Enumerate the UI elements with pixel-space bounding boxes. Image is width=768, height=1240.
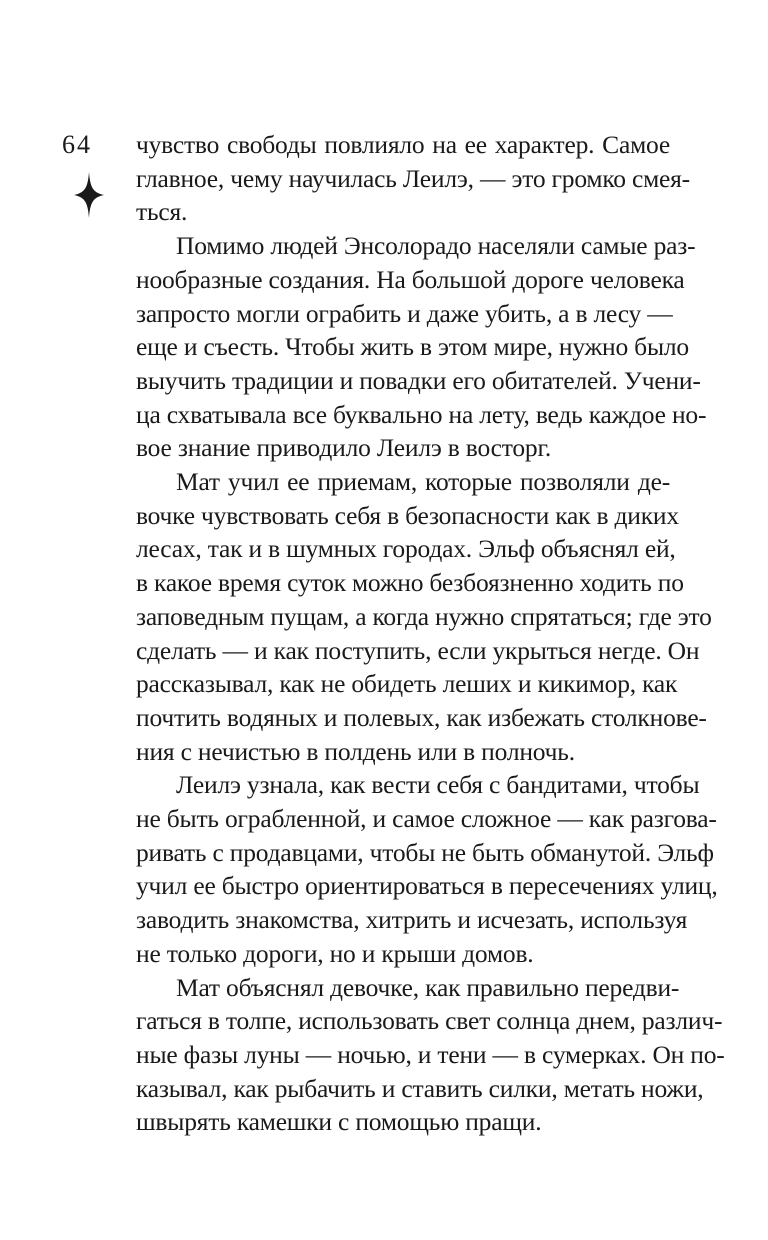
text-line: учил ее быстро ориентироваться в пересечениях улиц,: [136, 871, 718, 901]
text-line: Помимо людей Энсолорадо населяли самые раз-: [176, 231, 696, 261]
text-line: заводить знакомства, хитрить и исчезать, используя: [136, 905, 688, 935]
paragraph: [136, 768, 718, 970]
text-line: швырять камешки с помощью пращи.: [136, 1107, 542, 1137]
text-line: ца схватывала все буквально на лету, ведь каждое но-: [136, 399, 707, 429]
text-line: нообразные создания. На большой дороге человека: [136, 264, 685, 294]
text-line: Мат учил ее приемам, которые позволяли де-: [176, 467, 670, 497]
text-line: почтить водяных и полевых, как избежать столкнове-: [136, 702, 707, 732]
text-line: еще и съесть. Чтобы жить в этом мире, нужно было: [136, 332, 689, 362]
text-line: ные фазы луны — ночью, и тени — в сумерках. Он по-: [136, 1039, 725, 1069]
text-line: гаться в толпе, использовать свет солнца днем, различ-: [136, 1006, 723, 1036]
four-point-star-icon: [74, 172, 104, 218]
text-line: Леилэ узнала, как вести себя с бандитами, чтобы: [176, 770, 700, 800]
paragraph: [136, 229, 707, 465]
text-line: сделать — и как поступить, если укрыться негде. Он: [136, 635, 700, 665]
text-line: рассказывал, как не обидеть леших и кикимор, как: [136, 669, 678, 699]
paragraph: [136, 128, 690, 229]
text-line: ться.: [136, 197, 188, 227]
text-line: в какое время суток можно безбоязненно ходить по: [136, 568, 684, 598]
text-line: вочке чувствовать себя в безопасности как в диких: [136, 500, 679, 530]
paragraph: [136, 465, 712, 768]
text-line: выучить традиции и повадки его обитателей. Учени-: [136, 365, 701, 395]
text-line: ния с нечистью в полдень или в полночь.: [136, 736, 575, 766]
text-line: запросто могли ограбить и даже убить, а в лесу —: [136, 298, 673, 328]
text-line: не быть ограбленной, и самое сложное — как разгова-: [136, 804, 717, 834]
text-line: казывал, как рыбачить и ставить силки, метать ножи,: [136, 1073, 704, 1103]
body-text: [136, 128, 725, 1139]
text-line: заповедным пущам, а когда нужно спрятаться; где это: [136, 601, 712, 631]
text-line: чувство свободы повлияло на ее характер. Самое: [136, 130, 670, 159]
text-line: лесах, так и в шумных городах. Эльф объяснял ей,: [136, 534, 676, 564]
text-line: Мат объяснял девочке, как правильно передви-: [176, 972, 680, 1002]
text-line: не только дороги, но и крыши домов.: [136, 938, 534, 968]
text-line: ривать с продавцами, чтобы не быть обманутой. Эльф: [136, 837, 714, 867]
text-line: главное, чему научилась Леилэ, — это громко смея-: [136, 163, 690, 193]
paragraph: [136, 971, 725, 1140]
page-number: 64: [62, 130, 92, 159]
text-line: вое знание приводило Леилэ в восторг.: [136, 433, 552, 463]
